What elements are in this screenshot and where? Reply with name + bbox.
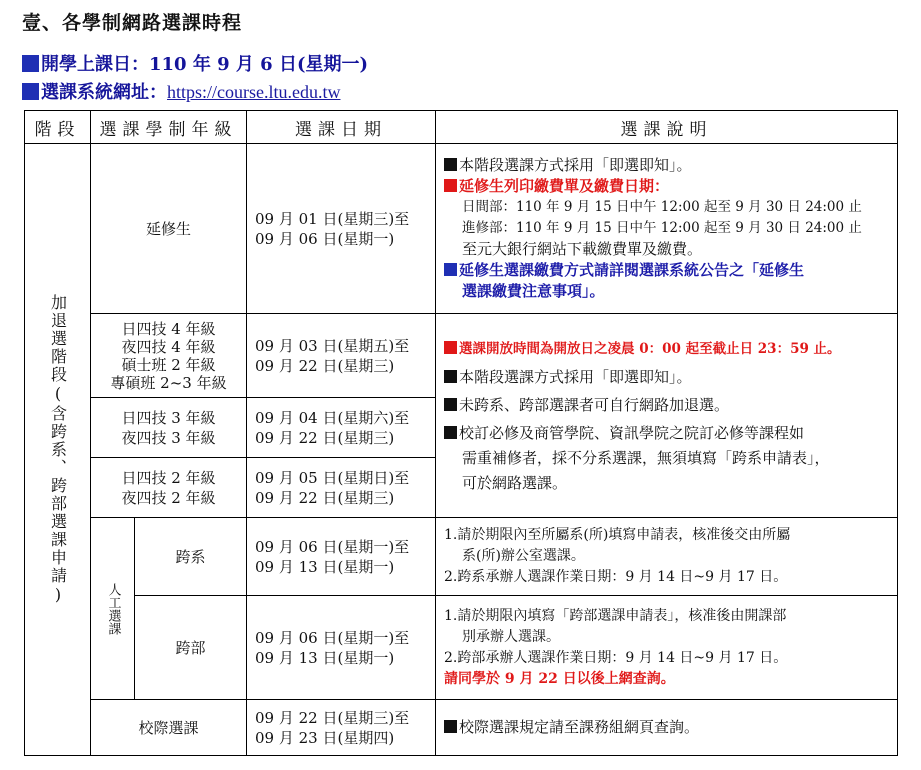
group-inter-school: 校際選課	[91, 700, 247, 756]
date-cross-dept: 09 月 06 日(星期一)至 09 月 13 日(星期一)	[247, 518, 436, 596]
stage-label: 加退選階段(含跨系、跨部選課申請)	[48, 293, 68, 606]
system-url-line	[22, 78, 340, 104]
table-row	[25, 518, 898, 596]
manual-cell	[91, 518, 135, 700]
page-title: 壹、各學制網路選課時程	[22, 12, 243, 34]
group-extension: 延修生	[91, 144, 247, 314]
date-extension: 09 月 01 日(星期三)至 09 月 06 日(星期一)	[247, 144, 436, 314]
table-header-row	[25, 111, 898, 144]
desc-extension: 本階段選課方式採用「即選即知」。 延修生列印繳費單及繳費日期： 日間部：110 年 9 月 15 日中午 12:00 起至 9 月 30 日 24:00 止 進修部：110 年 9 月 15 日中午 12:00 起至 9 月 30 日 24:00 止 至元大銀行網站下載繳費單及繳費。 延修生選課繳費方式請詳閱選課系統公告之「延修生 選課繳費注意事項」。	[436, 144, 898, 314]
group-cross-dept: 跨系	[135, 518, 247, 596]
date-inter-school: 09 月 22 日(星期三)至 09 月 23 日(星期四)	[247, 700, 436, 756]
blue-square-icon	[22, 55, 39, 72]
desc-cross-div: 1.請於期限內填寫「跨部選課申請表」，核准後由開課部 別承辦人選課。 2.跨部承辦人選課作業日期：9 月 14 日~9 月 17 日。 請同學於 9 月 22 日以後上網查詢。	[436, 596, 898, 700]
group-year3: 日四技 3 年級 夜四技 3 年級	[91, 398, 247, 458]
red-square-icon	[444, 341, 457, 354]
manual-label: 人工選課	[105, 582, 121, 635]
stage-cell	[25, 144, 91, 756]
black-square-icon	[444, 426, 457, 439]
date-year4: 09 月 03 日(星期五)至 09 月 22 日(星期三)	[247, 314, 436, 398]
date-year3: 09 月 04 日(星期六)至 09 月 22 日(星期三)	[247, 398, 436, 458]
header-stage: 階段	[25, 111, 91, 144]
start-date-label: 開學上課日：110 年 9 月 6 日(星期一)	[41, 54, 368, 75]
table-row	[25, 700, 898, 756]
group-year2: 日四技 2 年級 夜四技 2 年級	[91, 458, 247, 518]
system-url-label: 選課系統網址：	[41, 82, 167, 103]
table-row	[25, 596, 898, 700]
black-square-icon	[444, 398, 457, 411]
group-cross-div: 跨部	[135, 596, 247, 700]
system-url-link[interactable]: https://course.ltu.edu.tw	[167, 82, 341, 102]
red-square-icon	[444, 179, 457, 192]
group-year4: 日四技 4 年級 夜四技 4 年級 碩士班 2 年級 專碩班 2~3 年級	[91, 314, 247, 398]
desc-general: 選課開放時間為開放日之凌晨 0：00 起至截止日 23：59 止。 本階段選課方式採用「即選即知」。 未跨系、跨部選課者可自行網路加退選。 校訂必修及商管學院、資訊學院之院訂必修等課程如 需重補修者，採不分系選課，無須填寫「跨系申請表」， 可於網路選課。	[436, 314, 898, 518]
black-square-icon	[444, 720, 457, 733]
header-group: 選課學制年級	[91, 111, 247, 144]
desc-cross-dept: 1.請於期限內至所屬系(所)填寫申請表，核准後交由所屬 系(所)辦公室選課。 2.跨系承辦人選課作業日期：9 月 14 日~9 月 17 日。	[436, 518, 898, 596]
black-square-icon	[444, 158, 457, 171]
table-row	[25, 144, 898, 314]
header-date: 選課日期	[247, 111, 436, 144]
blue-square-icon	[22, 83, 39, 100]
schedule-table	[24, 110, 898, 756]
date-year2: 09 月 05 日(星期日)至 09 月 22 日(星期三)	[247, 458, 436, 518]
date-cross-div: 09 月 06 日(星期一)至 09 月 13 日(星期一)	[247, 596, 436, 700]
black-square-icon	[444, 370, 457, 383]
start-date-line	[22, 50, 368, 76]
desc-inter-school: 校際選課規定請至課務組網頁查詢。	[436, 700, 898, 756]
header-desc: 選課說明	[436, 111, 898, 144]
table-row	[25, 314, 898, 398]
blue-square-icon	[444, 263, 457, 276]
